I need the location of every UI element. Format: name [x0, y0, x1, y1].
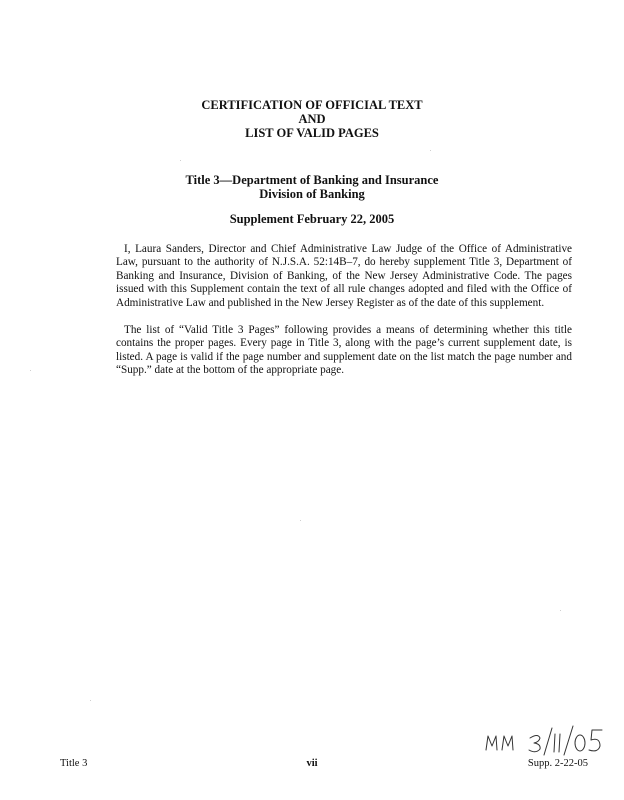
department-heading — [0, 173, 624, 201]
paragraph-text: I, Laura Sanders, Director and Chief Administrative Law Judge of the Office of Administrative Law, pursuant to the authority of N.J.S.A. 52:14B–7, do hereby supplement Title 3, Department of Banking and Insurance, Division of Banking, of the New Jersey Administrative Code. The pages issued with this Supplement contain the text of all rule changes adopted and filed with the Office of Administrative Law and published in the New Jersey Register as of the date of this supplement. — [116, 243, 572, 309]
footer-supplement-date: Supp. 2-22-05 — [527, 758, 588, 769]
department-line-1: Title 3—Department of Banking and Insurance — [185, 173, 439, 187]
certification-heading — [0, 98, 624, 140]
scan-speck — [180, 160, 181, 161]
paragraph-text: The list of “Valid Title 3 Pages” following provides a means of determining whether this title contains the proper pages. Every page in Title 3, along with the page’s current supplement date, is listed. A page is valid if the page number and supplement date on the list match the page number and “Supp.” date at the bottom of the appropriate page. — [116, 324, 572, 377]
certification-line-3: LIST OF VALID PAGES — [245, 126, 379, 140]
scan-speck — [90, 700, 91, 701]
certification-line-1: CERTIFICATION OF OFFICIAL TEXT — [201, 98, 423, 112]
scan-speck — [30, 370, 31, 371]
scan-speck — [300, 520, 301, 521]
certification-line-2: AND — [298, 112, 326, 126]
department-line-2: Division of Banking — [259, 187, 365, 201]
footer-title: Title 3 — [60, 758, 88, 769]
handwritten-initials-date — [478, 722, 608, 758]
footer-page-number: vii — [306, 758, 318, 769]
scan-speck — [560, 610, 561, 611]
supplement-heading — [0, 212, 624, 226]
body-paragraph-valid-pages — [116, 324, 572, 378]
body-paragraph-certification — [116, 243, 572, 310]
scan-speck — [430, 150, 431, 151]
supplement-title: Supplement February 22, 2005 — [229, 212, 395, 226]
